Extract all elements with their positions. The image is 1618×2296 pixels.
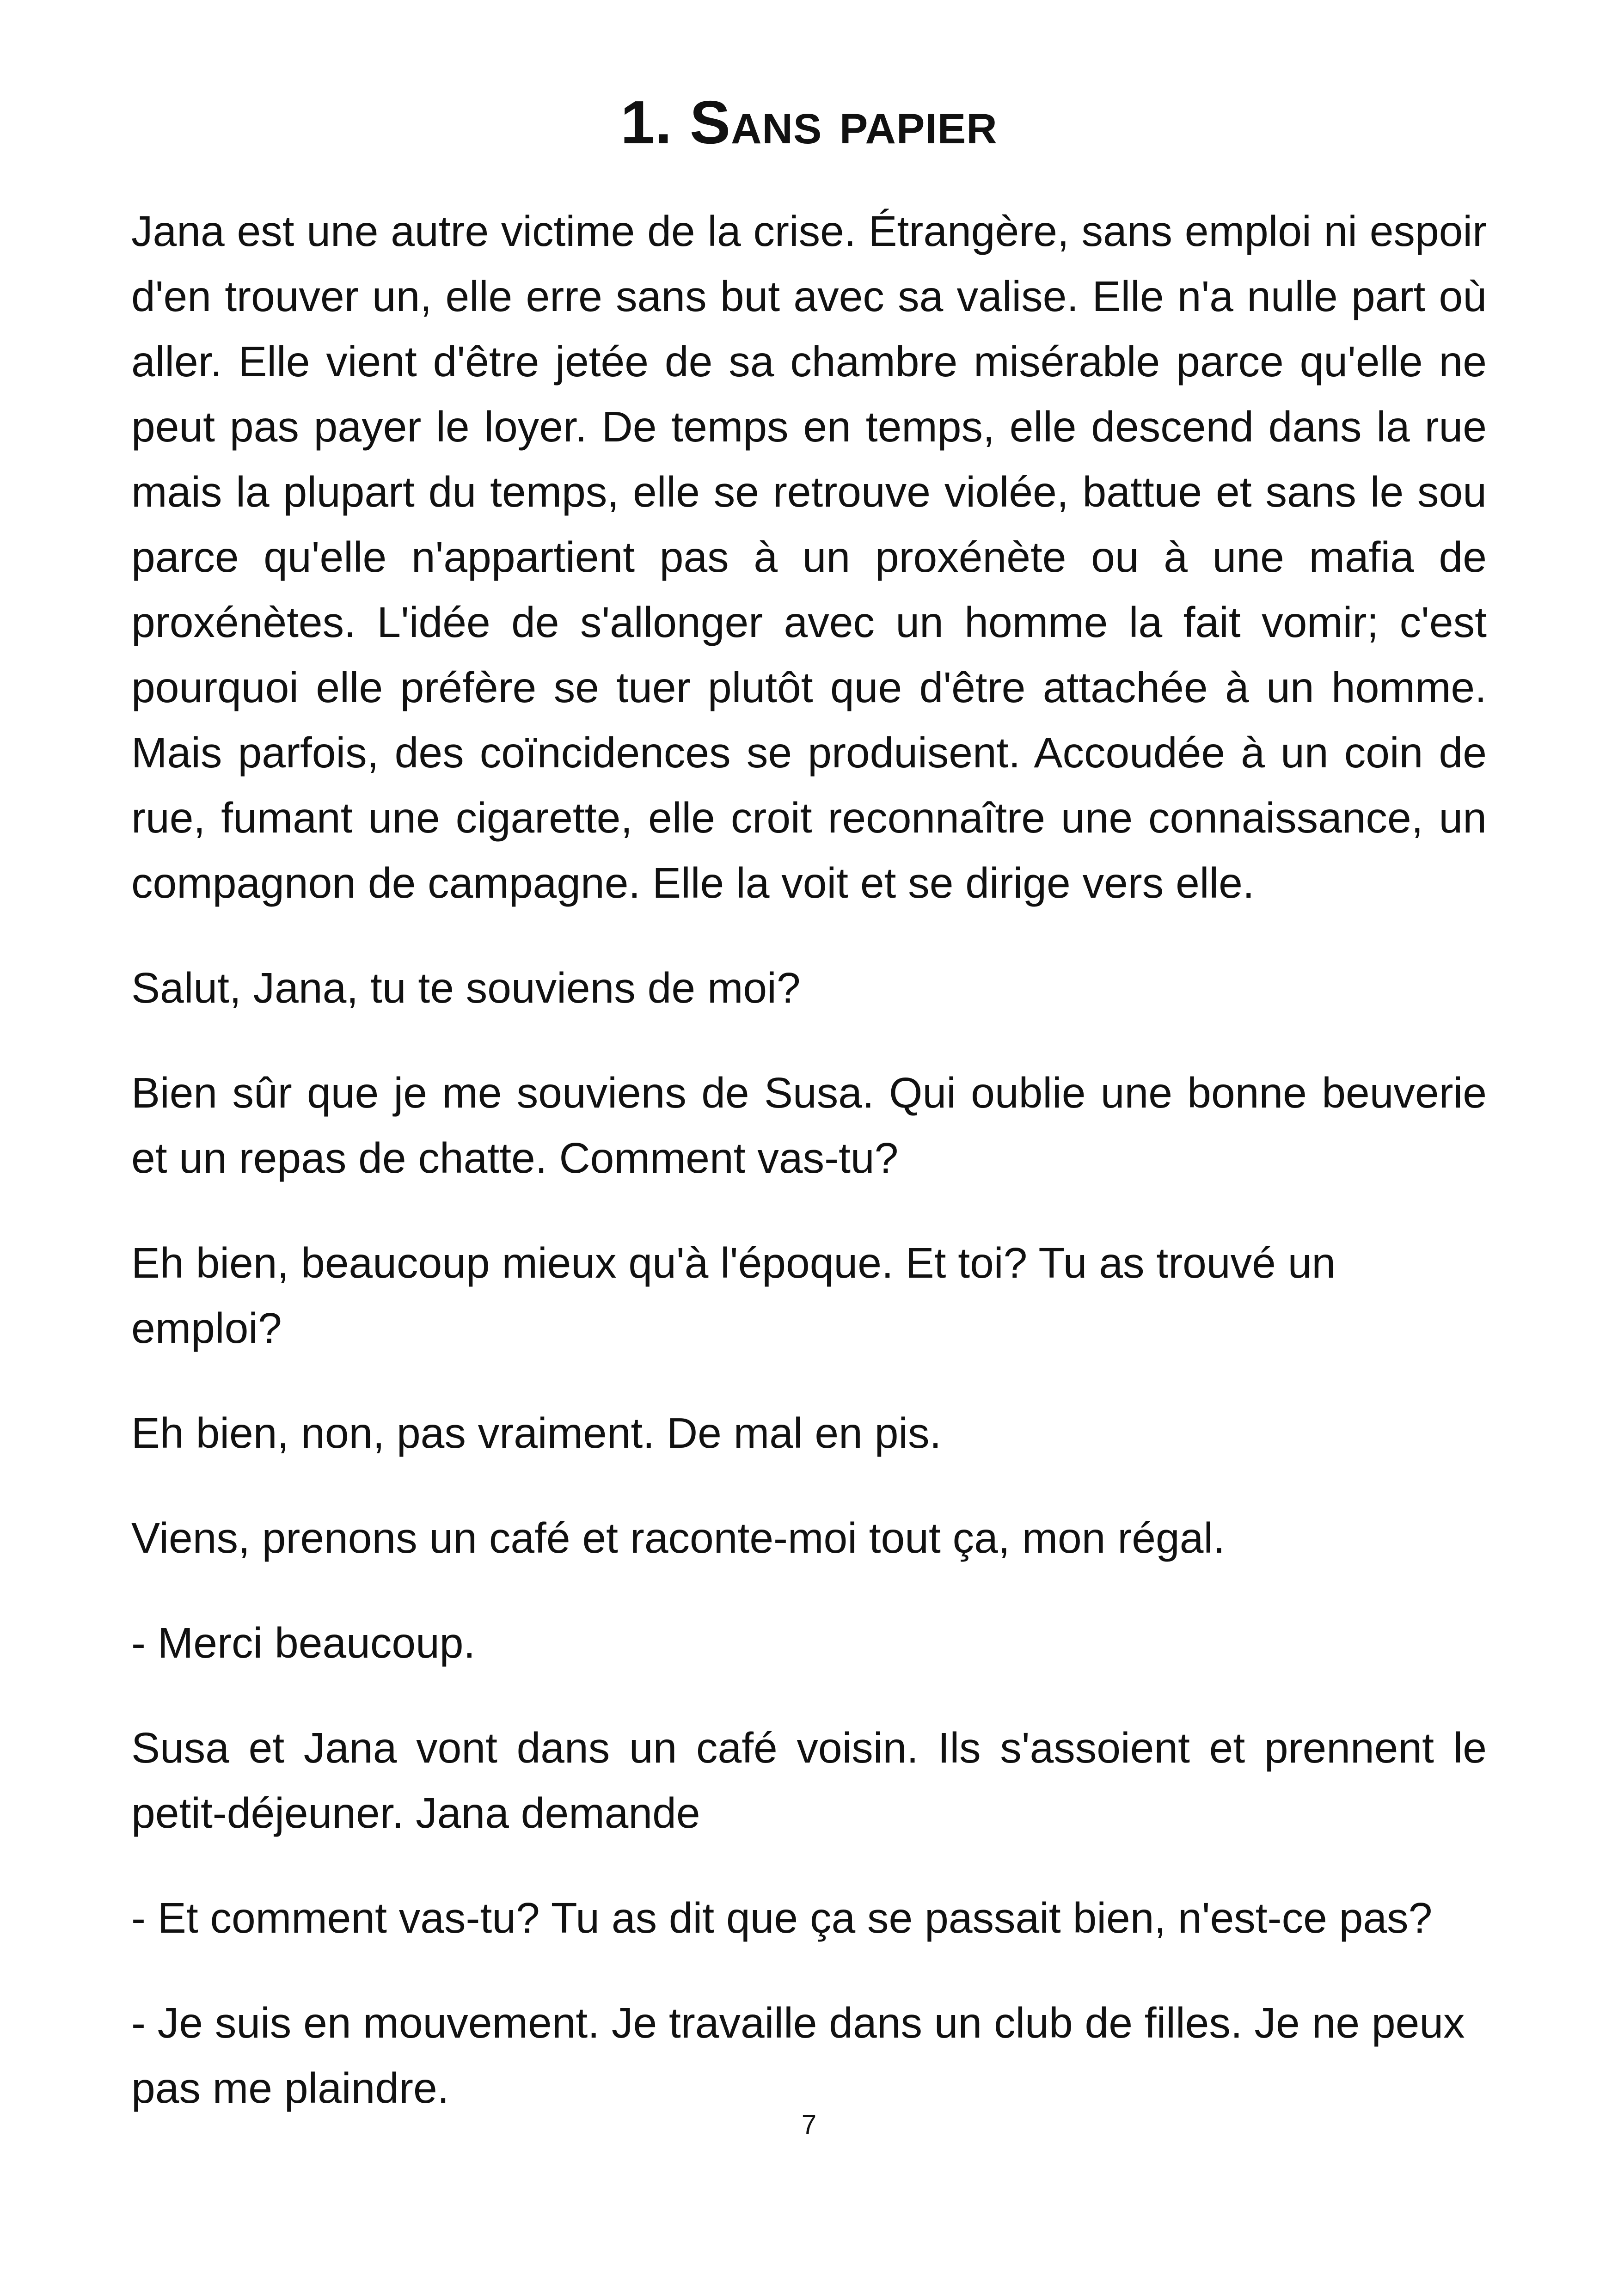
chapter-title: 1. Sans papier: [620, 88, 998, 156]
paragraph-dialogue: - Je suis en mouvement. Je travaille dans un club de filles. Je ne peux pas me plaindre.: [131, 1999, 1465, 2112]
paragraph-intro: Jana est une autre victime de la crise. Étrangère, sans emploi ni espoir d'en trouver un, elle erre sans but avec sa valise. Elle n'a nulle part où aller. Elle vient d'être jetée de sa chambre misérable parce qu'elle ne peut pas payer le loyer. De temps en temps, elle descend dans la rue mais la plupart du temps, elle se retrouve violée, battue et sans le sou parce qu'elle n'appartient pas à un proxénète ou à une mafia de proxénètes. L'idée de s'allonger avec un homme la fait vomir; c'est pourquoi elle préfère se tuer plutôt que d'être attachée à un homme. Mais parfois, des coïncidences se produisent. Accoudée à un coin de rue, fumant une cigarette, elle croit reconnaître une connaissance, un compagnon de campagne. Elle la voit et se dirige vers elle.: [131, 207, 1487, 907]
paragraph-dialogue: Viens, prenons un café et raconte-moi tout ça, mon régal.: [131, 1514, 1225, 1562]
body-text: [131, 199, 1487, 2161]
paragraph-dialogue: - Et comment vas-tu? Tu as dit que ça se passait bien, n'est-ce pas?: [131, 1894, 1433, 1942]
paragraph-dialogue: Eh bien, beaucoup mieux qu'à l'époque. Et toi? Tu as trouvé un emploi?: [131, 1239, 1336, 1352]
paragraph-dialogue: Eh bien, non, pas vraiment. De mal en pis.: [131, 1409, 942, 1457]
paragraph-dialogue: Salut, Jana, tu te souviens de moi?: [131, 964, 801, 1012]
paragraph-narration: Susa et Jana vont dans un café voisin. Ils s'assoient et prennent le petit-déjeuner. Jana demande: [131, 1724, 1487, 1837]
paragraph-dialogue: - Merci beaucoup.: [131, 1619, 476, 1667]
paragraph-dialogue: Bien sûr que je me souviens de Susa. Qui oublie une bonne beuverie et un repas de chatte. Comment vas-tu?: [131, 1069, 1487, 1182]
page-number: 7: [801, 2110, 817, 2140]
